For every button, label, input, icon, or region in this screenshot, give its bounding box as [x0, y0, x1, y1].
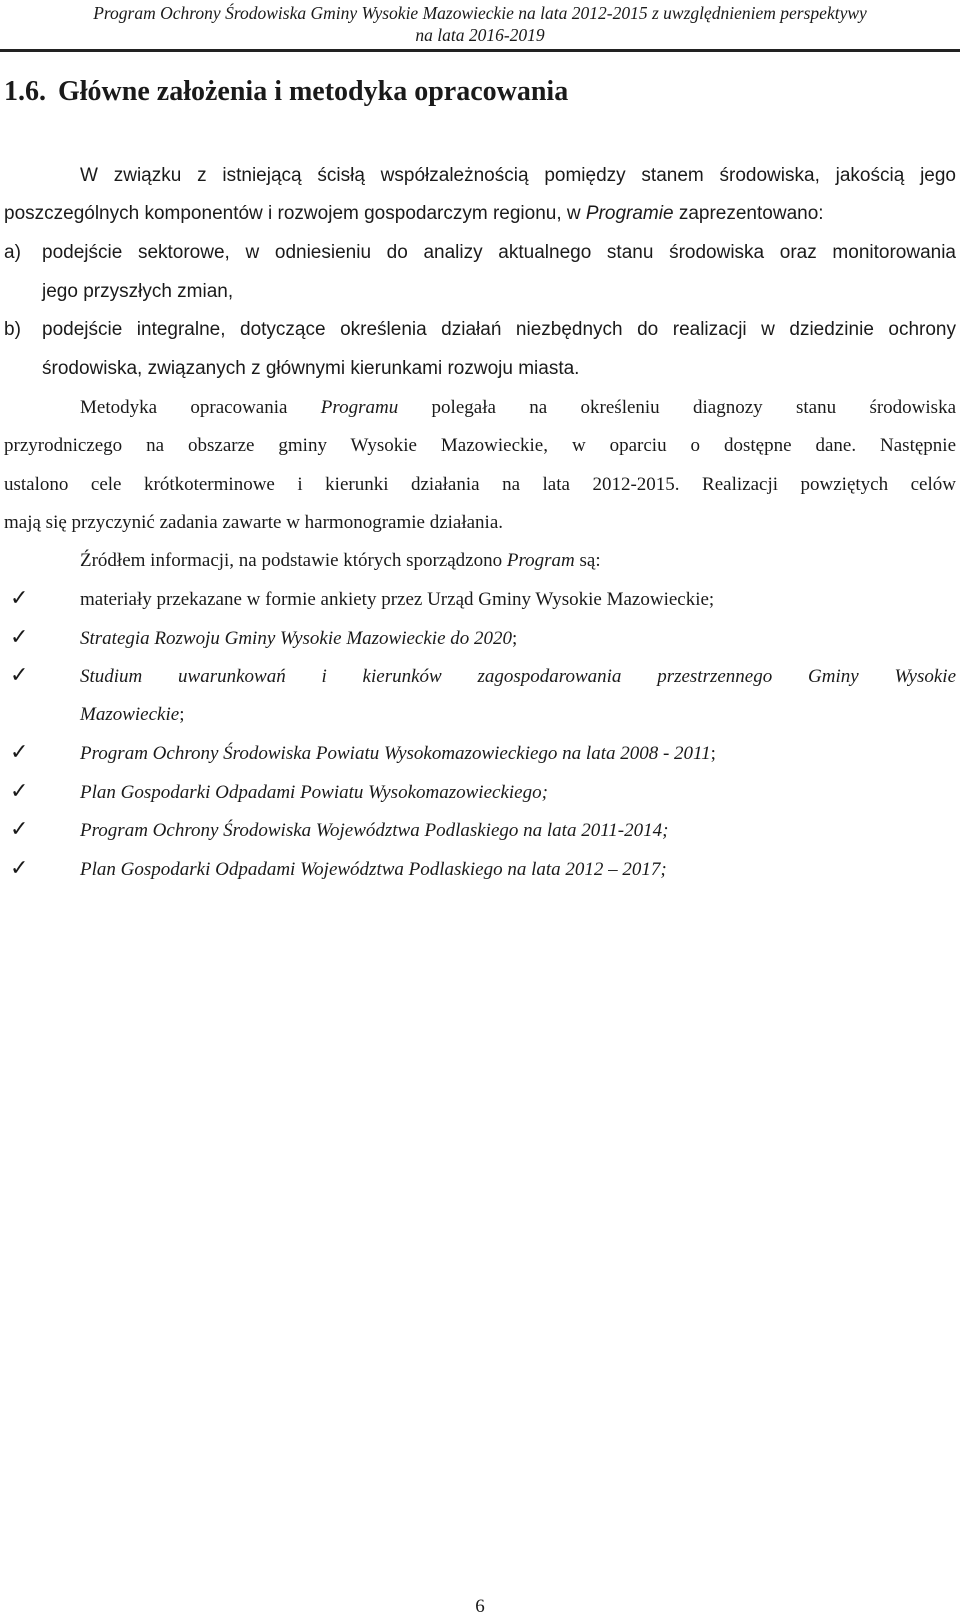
checkmark-icon: ✓	[10, 663, 29, 688]
checkmark-icon: ✓	[10, 856, 29, 881]
checkmark-icon: ✓	[10, 625, 29, 650]
program-term: Programie	[585, 203, 674, 224]
header-line-1: Program Ochrony Środowiska Gminy Wysokie Mazowieckie na lata 2012-2015 z uwzględnieniem perspektywy	[93, 3, 867, 23]
list-item-b-line-2: środowiska, związanych z głównymi kierunkami rozwoju miasta.	[42, 358, 580, 379]
source-item-1: materiały przekazane w formie ankiety przez Urząd Gminy Wysokie Mazowieckie;	[80, 589, 715, 610]
list-item-a-line-2: jego przyszłych zmian,	[42, 281, 234, 302]
list-marker-b: b)	[4, 319, 21, 340]
checkmark-icon: ✓	[10, 817, 29, 842]
para1-line-1: W związku z istniejącą ścisłą współzależnością pomiędzy stanem środowiska, jakością jego	[80, 165, 956, 186]
section-title: Główne założenia i metodyka opracowania	[58, 76, 569, 107]
section-heading	[4, 74, 568, 110]
page-number: 6	[475, 1596, 485, 1617]
header-rule	[0, 49, 960, 52]
checkmark-icon: ✓	[10, 740, 29, 765]
source-item-5: Plan Gospodarki Odpadami Powiatu Wysokomazowieckiego;	[80, 782, 548, 803]
sources-intro: Źródłem informacji, na podstawie których sporządzono Program są:	[80, 550, 601, 571]
section-number: 1.6.	[4, 76, 46, 107]
para2-line-3: ustalono cele krótkoterminowe i kierunki działania na lata 2012-2015. Realizacji powziętych celów	[4, 474, 956, 495]
list-marker-a: a)	[4, 242, 21, 263]
program-term: Programu	[320, 397, 399, 418]
running-header	[0, 2, 960, 46]
checkmark-icon: ✓	[10, 779, 29, 804]
list-item-b-line-1: b) podejście integralne, dotyczące określenia działań niezbędnych do realizacji w dziedzinie ochrony	[4, 317, 956, 343]
source-item-3-line-2: Mazowieckie;	[80, 704, 185, 725]
source-item-7: Plan Gospodarki Odpadami Województwa Podlaskiego na lata 2012 – 2017;	[80, 859, 667, 880]
source-item-6: Program Ochrony Środowiska Województwa Podlaskiego na lata 2011-2014;	[80, 820, 669, 841]
list-item-a-line-1: a) podejście sektorowe, w odniesieniu do analizy aktualnego stanu środowiska oraz monitorowania	[4, 240, 956, 266]
checkmark-icon: ✓	[10, 586, 29, 611]
para2-line-2: przyrodniczego na obszarze gminy Wysokie Mazowieckie, w oparciu o dostępne dane. Następnie	[4, 435, 956, 456]
para1-line-2: poszczególnych komponentów i rozwojem gospodarczym regionu, w Programie zaprezentowano:	[4, 203, 824, 224]
source-item-2: Strategia Rozwoju Gminy Wysokie Mazowieckie do 2020;	[80, 628, 518, 649]
para2-line-1: Metodyka opracowania Programu polegała na określeniu diagnozy stanu środowiska	[80, 397, 957, 418]
para2-line-4: mają się przyczynić zadania zawarte w harmonogramie działania.	[4, 512, 504, 533]
source-item-4: Program Ochrony Środowiska Powiatu Wysokomazowieckiego na lata 2008 - 2011;	[80, 743, 716, 764]
header-line-2: na lata 2016-2019	[415, 25, 545, 45]
source-item-3-line-1: Studium uwarunkowań i kierunków zagospodarowania przestrzennego Gminy Wysokie	[80, 666, 956, 687]
